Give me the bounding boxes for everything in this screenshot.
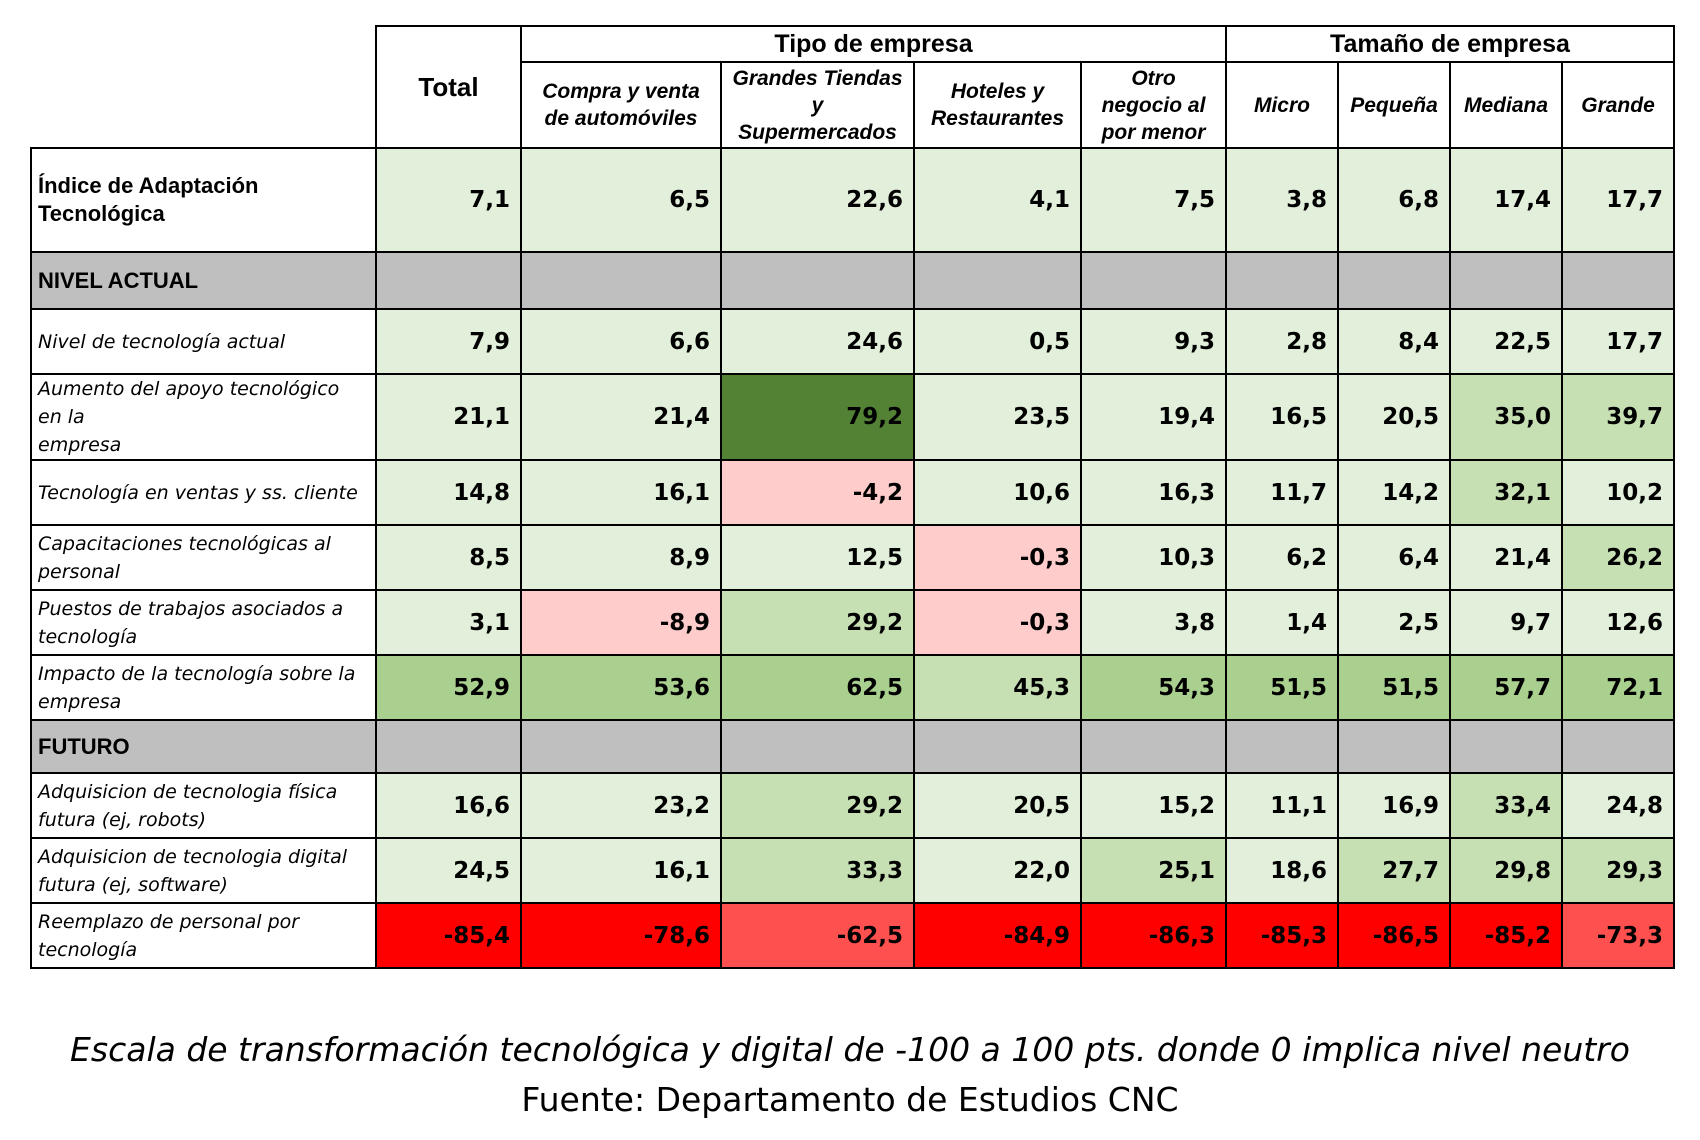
section-empty-cell bbox=[1338, 720, 1450, 773]
value-cell: 9,7 bbox=[1450, 590, 1562, 655]
value-cell: 22,5 bbox=[1450, 309, 1562, 374]
section-label: NIVEL ACTUAL bbox=[31, 252, 376, 309]
value-cell: 19,4 bbox=[1081, 374, 1226, 460]
row-label bbox=[31, 590, 376, 655]
value-cell: -73,3 bbox=[1562, 903, 1674, 968]
row-label-line: Nivel de tecnología actual bbox=[38, 330, 286, 353]
value-cell: 52,9 bbox=[376, 655, 521, 720]
value-cell: 6,2 bbox=[1226, 525, 1338, 590]
row-label-line: Capacitaciones tecnológicas al bbox=[38, 532, 331, 555]
section-empty-cell bbox=[1562, 252, 1674, 309]
value-cell: 10,2 bbox=[1562, 460, 1674, 525]
value-cell: 8,9 bbox=[521, 525, 721, 590]
value-cell: 25,1 bbox=[1081, 838, 1226, 903]
subheader-cell bbox=[1081, 62, 1226, 148]
table-row bbox=[31, 655, 1674, 720]
value-cell: 20,5 bbox=[1338, 374, 1450, 460]
value-cell: 79,2 bbox=[721, 374, 914, 460]
subheader-line: Grandes Tiendas bbox=[732, 66, 903, 90]
section-empty-cell bbox=[721, 252, 914, 309]
value-cell: 16,9 bbox=[1338, 773, 1450, 838]
header-tipo-empresa: Tipo de empresa bbox=[521, 26, 1226, 62]
value-cell: 0,5 bbox=[914, 309, 1081, 374]
row-label-line: futura (ej, robots) bbox=[38, 808, 207, 831]
value-cell: -84,9 bbox=[914, 903, 1081, 968]
row-label bbox=[31, 655, 376, 720]
row-label-line: empresa bbox=[38, 434, 122, 456]
value-cell: 35,0 bbox=[1450, 374, 1562, 460]
row-label-line: Tecnológica bbox=[38, 201, 165, 226]
value-cell: 7,9 bbox=[376, 309, 521, 374]
value-cell: 3,1 bbox=[376, 590, 521, 655]
value-cell: 29,3 bbox=[1562, 838, 1674, 903]
value-cell: 32,1 bbox=[1450, 460, 1562, 525]
row-label bbox=[31, 525, 376, 590]
header-total: Total bbox=[376, 26, 521, 148]
value-cell: 62,5 bbox=[721, 655, 914, 720]
value-cell: -86,5 bbox=[1338, 903, 1450, 968]
subheader-cell bbox=[1338, 62, 1450, 148]
section-empty-cell bbox=[1562, 720, 1674, 773]
value-cell: 7,5 bbox=[1081, 148, 1226, 252]
row-label bbox=[31, 773, 376, 838]
value-cell: 17,7 bbox=[1562, 148, 1674, 252]
value-cell: 6,5 bbox=[521, 148, 721, 252]
value-cell: 12,5 bbox=[721, 525, 914, 590]
corner-cell bbox=[31, 26, 376, 148]
value-cell: -0,3 bbox=[914, 590, 1081, 655]
value-cell: 21,1 bbox=[376, 374, 521, 460]
value-cell: 6,8 bbox=[1338, 148, 1450, 252]
value-cell: -4,2 bbox=[721, 460, 914, 525]
value-cell: 24,6 bbox=[721, 309, 914, 374]
value-cell: 17,7 bbox=[1562, 309, 1674, 374]
subheader-line: Otro bbox=[1131, 66, 1176, 90]
value-cell: -78,6 bbox=[521, 903, 721, 968]
row-label-line: Adquisicion de tecnologia física bbox=[38, 780, 338, 803]
value-cell: 6,4 bbox=[1338, 525, 1450, 590]
value-cell: 20,5 bbox=[914, 773, 1081, 838]
value-cell: -0,3 bbox=[914, 525, 1081, 590]
value-cell: 51,5 bbox=[1338, 655, 1450, 720]
value-cell: 16,1 bbox=[521, 838, 721, 903]
row-label bbox=[31, 309, 376, 374]
section-empty-cell bbox=[1338, 252, 1450, 309]
value-cell: 33,3 bbox=[721, 838, 914, 903]
subheader-cell bbox=[914, 62, 1081, 148]
value-cell: 16,6 bbox=[376, 773, 521, 838]
row-label bbox=[31, 838, 376, 903]
value-cell: -86,3 bbox=[1081, 903, 1226, 968]
source-note: Fuente: Departamento de Estudios CNC bbox=[521, 1080, 1179, 1119]
row-label-line: Puestos de trabajos asociados a bbox=[38, 597, 344, 620]
table-row bbox=[31, 773, 1674, 838]
value-cell: 8,5 bbox=[376, 525, 521, 590]
table-row bbox=[31, 590, 1674, 655]
value-cell: 24,8 bbox=[1562, 773, 1674, 838]
row-label-line: tecnología bbox=[38, 625, 138, 648]
value-cell: 29,8 bbox=[1450, 838, 1562, 903]
row-label bbox=[31, 374, 376, 460]
subheader-line: de automóviles bbox=[544, 107, 698, 130]
subheader-line: Restaurantes bbox=[930, 107, 1065, 130]
row-label-line: futura (ej, software) bbox=[38, 873, 228, 896]
row-label-line: tecnología bbox=[38, 938, 138, 961]
header-tamano-empresa: Tamaño de empresa bbox=[1226, 26, 1674, 62]
section-empty-cell bbox=[521, 252, 721, 309]
value-cell: 54,3 bbox=[1081, 655, 1226, 720]
value-cell: 21,4 bbox=[521, 374, 721, 460]
value-cell: 29,2 bbox=[721, 590, 914, 655]
section-empty-cell bbox=[914, 252, 1081, 309]
scale-caption: Escala de transformación tecnológica y digital de -100 a 100 pts. donde 0 implica nivel neutro bbox=[70, 1030, 1630, 1069]
value-cell: 16,1 bbox=[521, 460, 721, 525]
section-row bbox=[31, 720, 1674, 773]
table-row bbox=[31, 374, 1674, 460]
value-cell: 16,3 bbox=[1081, 460, 1226, 525]
value-cell: 10,6 bbox=[914, 460, 1081, 525]
row-label-line: Reemplazo de personal por bbox=[38, 910, 300, 933]
table-row bbox=[31, 148, 1674, 252]
value-cell: 23,5 bbox=[914, 374, 1081, 460]
section-empty-cell bbox=[1450, 252, 1562, 309]
value-cell: 8,4 bbox=[1338, 309, 1450, 374]
subheader-line: Supermercados bbox=[738, 120, 897, 144]
section-empty-cell bbox=[1226, 720, 1338, 773]
value-cell: 12,6 bbox=[1562, 590, 1674, 655]
value-cell: 39,7 bbox=[1562, 374, 1674, 460]
section-empty-cell bbox=[721, 720, 914, 773]
row-label bbox=[31, 148, 376, 252]
value-cell: 33,4 bbox=[1450, 773, 1562, 838]
subheader-line: Hoteles y bbox=[950, 80, 1045, 103]
value-cell: 14,2 bbox=[1338, 460, 1450, 525]
value-cell: 2,8 bbox=[1226, 309, 1338, 374]
subheader-line: Pequeña bbox=[1350, 93, 1438, 117]
table-row bbox=[31, 903, 1674, 968]
value-cell: 23,2 bbox=[521, 773, 721, 838]
value-cell: -85,3 bbox=[1226, 903, 1338, 968]
row-label-line: personal bbox=[38, 560, 121, 583]
value-cell: 57,7 bbox=[1450, 655, 1562, 720]
row-label-line: Adquisicion de tecnologia digital bbox=[38, 845, 348, 868]
value-cell: 7,1 bbox=[376, 148, 521, 252]
subheader-line: Mediana bbox=[1463, 93, 1549, 117]
row-label-line: empresa bbox=[38, 690, 122, 713]
section-empty-cell bbox=[914, 720, 1081, 773]
value-cell: 22,0 bbox=[914, 838, 1081, 903]
section-empty-cell bbox=[1226, 252, 1338, 309]
section-empty-cell bbox=[376, 252, 521, 309]
value-cell: 26,2 bbox=[1562, 525, 1674, 590]
data-table bbox=[30, 25, 1675, 969]
section-empty-cell bbox=[521, 720, 721, 773]
table-container bbox=[30, 25, 1675, 969]
table-row bbox=[31, 309, 1674, 374]
value-cell: 53,6 bbox=[521, 655, 721, 720]
value-cell: 24,5 bbox=[376, 838, 521, 903]
section-row bbox=[31, 252, 1674, 309]
value-cell: -85,4 bbox=[376, 903, 521, 968]
row-label-line: Índice de Adaptación bbox=[38, 173, 259, 198]
subheader-line: Micro bbox=[1253, 93, 1310, 117]
value-cell: 27,7 bbox=[1338, 838, 1450, 903]
table-body bbox=[31, 148, 1674, 968]
subheader-cell bbox=[1562, 62, 1674, 148]
value-cell: 29,2 bbox=[721, 773, 914, 838]
value-cell: 21,4 bbox=[1450, 525, 1562, 590]
row-label bbox=[31, 460, 376, 525]
value-cell: -62,5 bbox=[721, 903, 914, 968]
section-empty-cell bbox=[1081, 720, 1226, 773]
value-cell: 4,1 bbox=[914, 148, 1081, 252]
value-cell: 15,2 bbox=[1081, 773, 1226, 838]
subheader-line: y bbox=[811, 93, 824, 117]
value-cell: 11,1 bbox=[1226, 773, 1338, 838]
value-cell: -8,9 bbox=[521, 590, 721, 655]
subheader-cell bbox=[1450, 62, 1562, 148]
section-empty-cell bbox=[1081, 252, 1226, 309]
table-row bbox=[31, 838, 1674, 903]
value-cell: 51,5 bbox=[1226, 655, 1338, 720]
value-cell: 3,8 bbox=[1226, 148, 1338, 252]
value-cell: 9,3 bbox=[1081, 309, 1226, 374]
subheader-line: Grande bbox=[1581, 93, 1655, 117]
value-cell: 10,3 bbox=[1081, 525, 1226, 590]
value-cell: 6,6 bbox=[521, 309, 721, 374]
section-label: FUTURO bbox=[31, 720, 376, 773]
section-empty-cell bbox=[376, 720, 521, 773]
subheader-cell bbox=[521, 62, 721, 148]
row-label bbox=[31, 903, 376, 968]
subheader-cell bbox=[1226, 62, 1338, 148]
value-cell: 72,1 bbox=[1562, 655, 1674, 720]
value-cell: 16,5 bbox=[1226, 374, 1338, 460]
subheader-line: negocio al bbox=[1101, 93, 1206, 117]
value-cell: 17,4 bbox=[1450, 148, 1562, 252]
subheader-cell bbox=[721, 62, 914, 148]
row-label-line: Tecnología en ventas y ss. cliente bbox=[38, 481, 358, 504]
table-row bbox=[31, 460, 1674, 525]
value-cell: 45,3 bbox=[914, 655, 1081, 720]
subheader-line: por menor bbox=[1101, 120, 1206, 144]
value-cell: 1,4 bbox=[1226, 590, 1338, 655]
value-cell: 14,8 bbox=[376, 460, 521, 525]
value-cell: 18,6 bbox=[1226, 838, 1338, 903]
value-cell: 3,8 bbox=[1081, 590, 1226, 655]
subheader-line: Compra y venta bbox=[542, 80, 700, 103]
row-label-line: Impacto de la tecnología sobre la bbox=[38, 662, 356, 685]
value-cell: 22,6 bbox=[721, 148, 914, 252]
value-cell: 2,5 bbox=[1338, 590, 1450, 655]
section-empty-cell bbox=[1450, 720, 1562, 773]
table-row bbox=[31, 525, 1674, 590]
row-label-line: Aumento del apoyo tecnológico en la bbox=[38, 378, 340, 428]
value-cell: 11,7 bbox=[1226, 460, 1338, 525]
value-cell: -85,2 bbox=[1450, 903, 1562, 968]
